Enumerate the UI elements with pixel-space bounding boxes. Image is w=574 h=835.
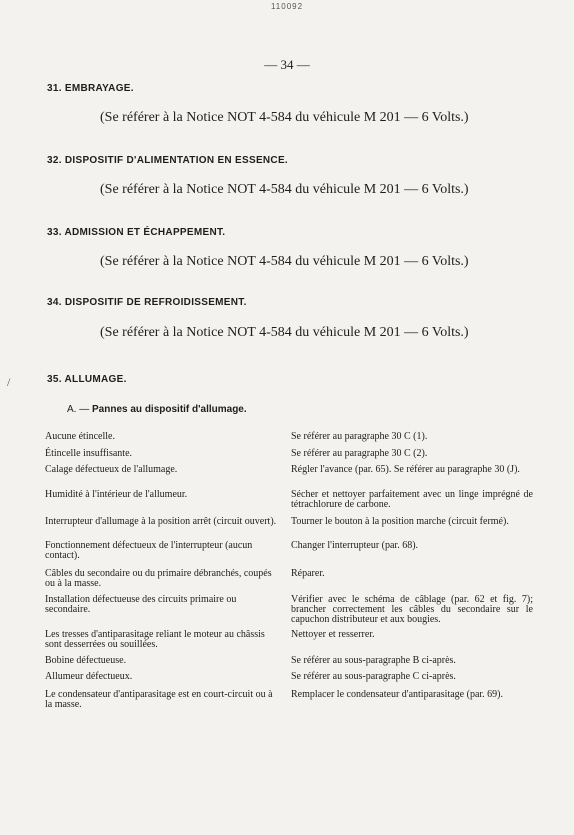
remedy-cell: Se référer au paragraphe 30 C (2). (291, 448, 428, 459)
subheading-prefix: A. — (67, 404, 93, 415)
remedy-cell: Se référer au paragraphe 30 C (1). (291, 431, 428, 442)
fault-cell: Le condensateur d'antiparasitage est en court-circuit ou à la masse. (45, 689, 273, 710)
margin-mark: / (7, 375, 11, 389)
top-mark: 110092 (270, 2, 304, 11)
section-32-heading: 32. DISPOSITIF D'ALIMENTATION EN ESSENCE. (47, 155, 289, 166)
page-number: — 34 — (264, 57, 310, 72)
remedy-cell: Régler l'avance (par. 65). Se référer au paragraphe 30 (J). (291, 464, 520, 475)
fault-cell: Bobine défectueuse. (45, 655, 127, 666)
section-34-reference: (Se référer à la Notice NOT 4-584 du véhicule M 201 — 6 Volts.) (100, 325, 469, 340)
section-31-reference: (Se référer à la Notice NOT 4-584 du véhicule M 201 — 6 Volts.) (100, 110, 469, 125)
allumage-subheading (67, 404, 247, 415)
section-35-heading: 35. ALLUMAGE. (47, 374, 127, 385)
remedy-cell: Se référer au sous-paragraphe C ci-après. (291, 671, 456, 682)
section-33-heading: 33. ADMISSION ET ÉCHAPPEMENT. (47, 227, 226, 238)
fault-cell: Humidité à l'intérieur de l'allumeur. (45, 489, 188, 500)
fault-cell: Les tresses d'antiparasitage reliant le moteur au châssis sont desserrées ou souillées. (45, 629, 265, 650)
fault-cell: Allumeur défectueux. (45, 671, 133, 682)
remedy-cell: Tourner le bouton à la position marche (circuit fermé). (291, 516, 509, 527)
remedy-cell: Sécher et nettoyer parfaitement avec un linge imprégné de tétrachlorure de carbone. (291, 489, 533, 510)
remedy-cell: Vérifier avec le schéma de câblage (par. 62 et fig. 7); brancher correctement les câbles du secondaire sur le capuchon distributeur et aux bougies. (291, 594, 533, 625)
section-32-reference: (Se référer à la Notice NOT 4-584 du véhicule M 201 — 6 Volts.) (100, 182, 469, 197)
remedy-cell: Se référer au sous-paragraphe B ci-après. (291, 655, 456, 666)
fault-cell: Interrupteur d'allumage à la position arrêt (circuit ouvert). (45, 516, 277, 527)
fault-cell: Fonctionnement défectueux de l'interrupteur (aucun contact). (45, 540, 253, 561)
section-34-heading: 34. DISPOSITIF DE REFROIDISSEMENT. (47, 297, 247, 308)
subheading-title: Pannes au dispositif d'allumage. (92, 404, 247, 415)
fault-cell: Installation défectueuse des circuits primaire ou secondaire. (45, 594, 237, 615)
fault-cell: Étincelle insuffisante. (45, 448, 133, 459)
section-33-reference: (Se référer à la Notice NOT 4-584 du véhicule M 201 — 6 Volts.) (100, 254, 469, 269)
fault-cell: Câbles du secondaire ou du primaire débranchés, coupés ou à la masse. (45, 568, 272, 589)
remedy-cell: Changer l'interrupteur (par. 68). (291, 540, 419, 551)
fault-cell: Aucune étincelle. (45, 431, 115, 442)
remedy-cell: Nettoyer et resserrer. (291, 629, 375, 640)
section-31-heading: 31. EMBRAYAGE. (47, 83, 134, 94)
fault-cell: Calage défectueux de l'allumage. (45, 464, 178, 475)
remedy-cell: Réparer. (291, 568, 325, 579)
remedy-cell: Remplacer le condensateur d'antiparasitage (par. 69). (291, 689, 503, 700)
